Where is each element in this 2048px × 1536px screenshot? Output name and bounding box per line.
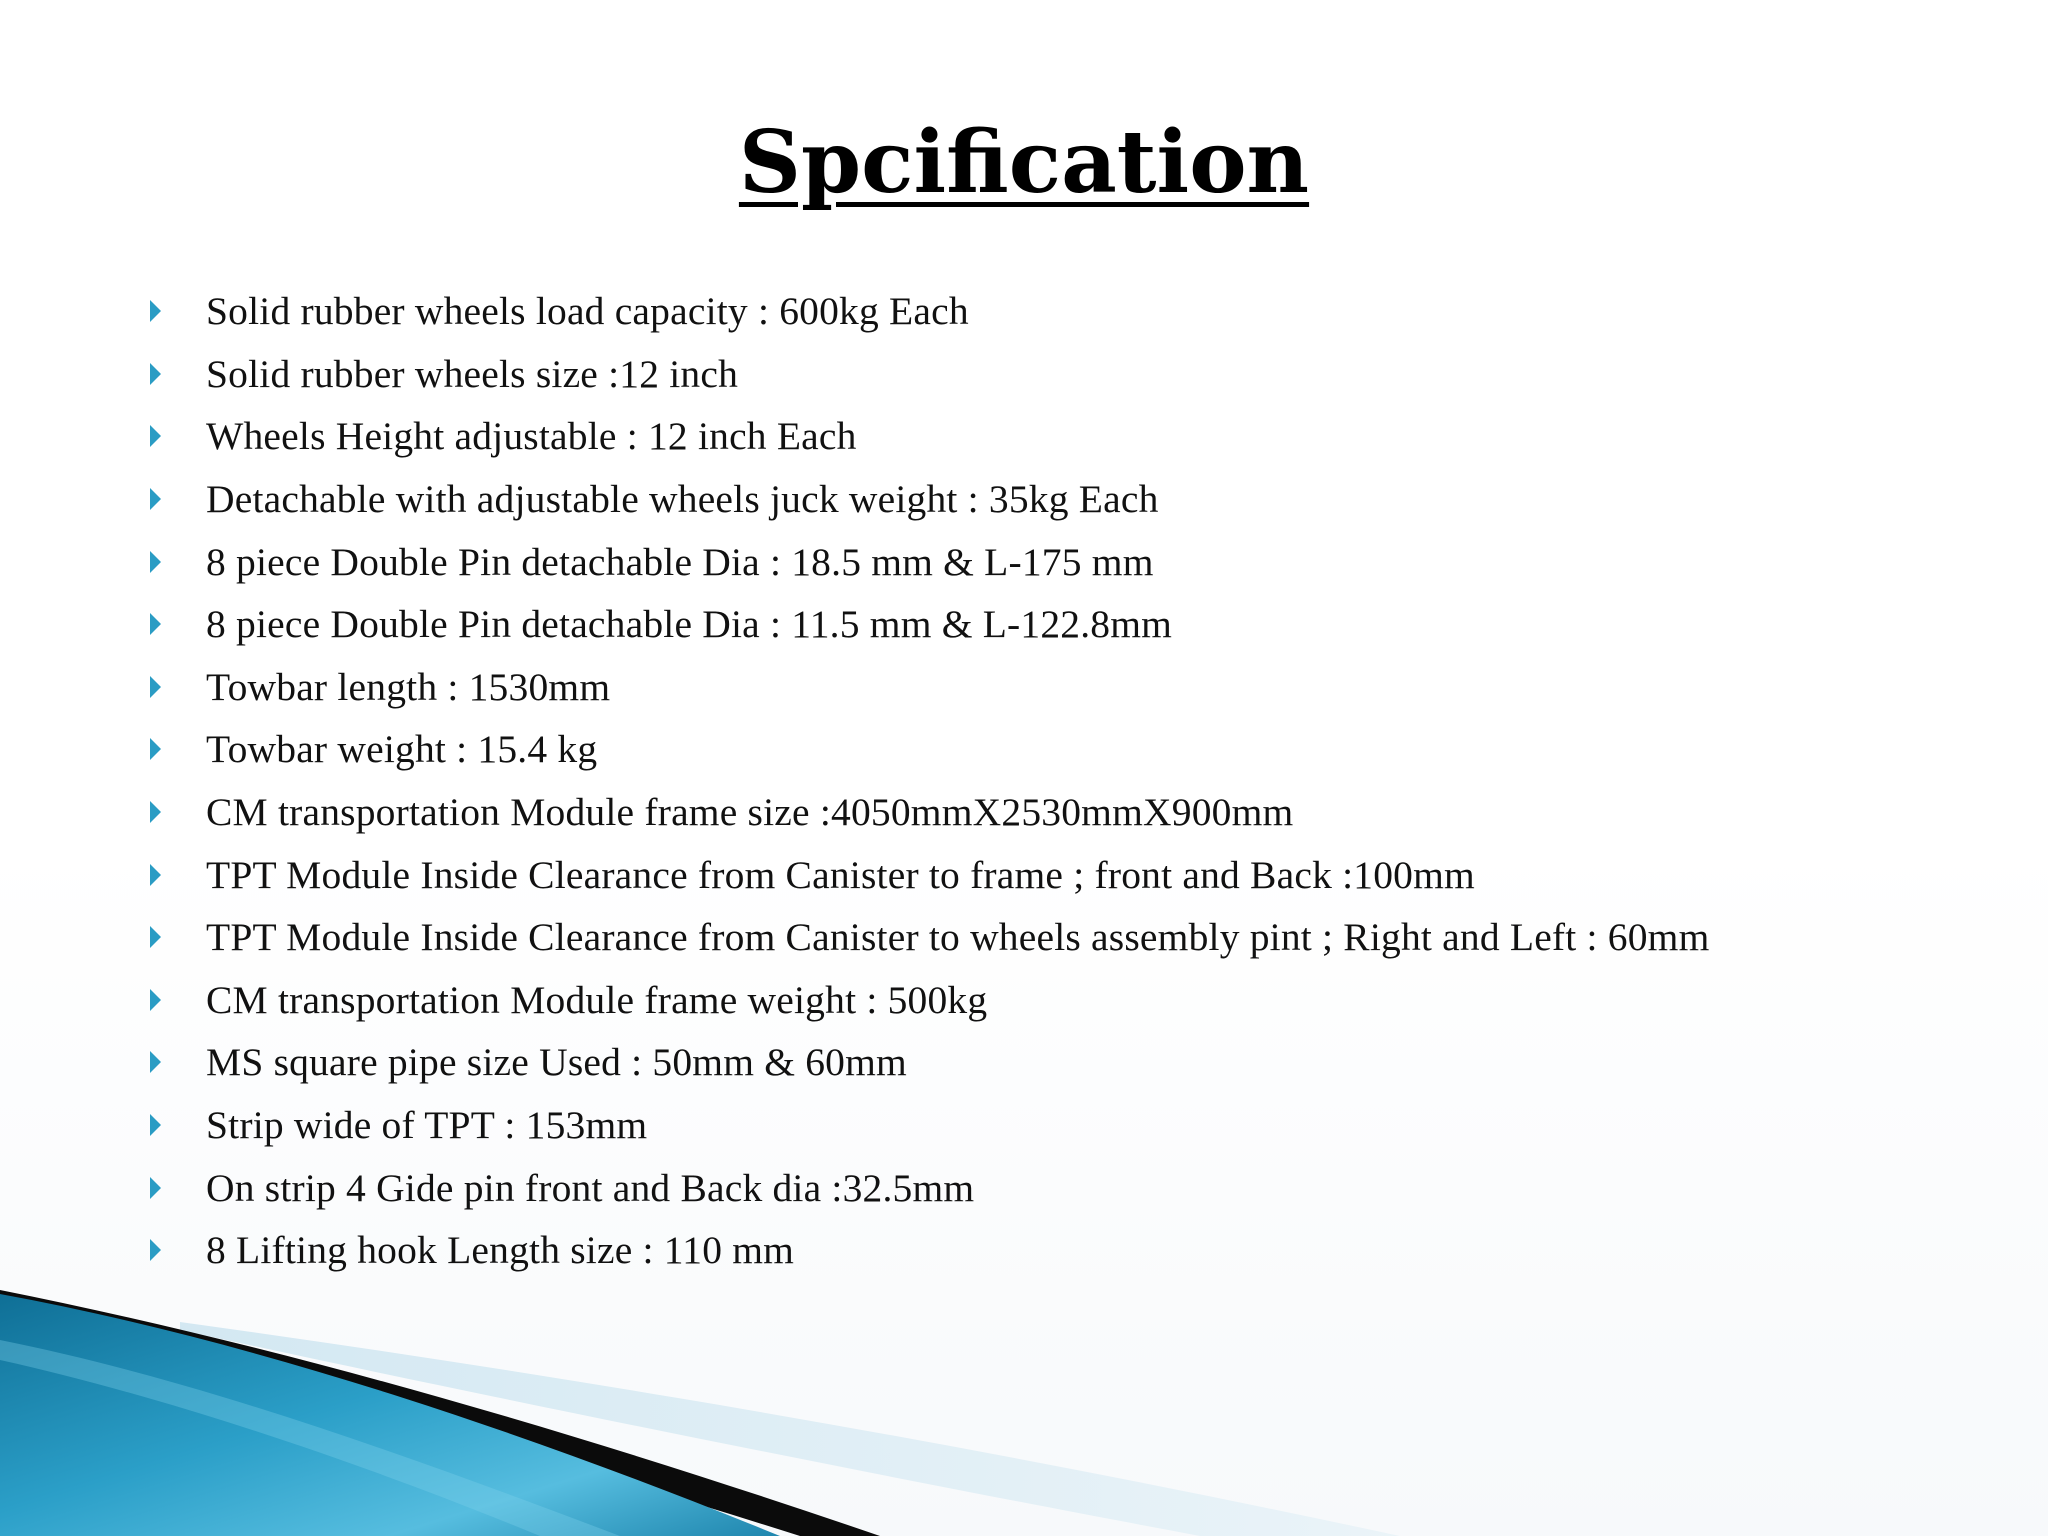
bullet-item bbox=[150, 280, 2010, 343]
triangle-right-icon bbox=[150, 363, 161, 385]
bullet-text: CM transportation Module frame weight : 500kg bbox=[206, 977, 988, 1022]
bullet-text: Solid rubber wheels load capacity : 600kg Each bbox=[206, 289, 969, 334]
triangle-right-icon bbox=[150, 300, 161, 322]
triangle-right-icon bbox=[150, 1114, 161, 1136]
bullet-item bbox=[150, 468, 2010, 531]
bullet-text: Towbar weight : 15.4 kg bbox=[206, 727, 598, 772]
bullet-item bbox=[150, 656, 2010, 719]
bullet-text: CM transportation Module frame size :4050mmX2530mmX900mm bbox=[206, 790, 1294, 835]
triangle-right-icon bbox=[150, 738, 161, 760]
bullet-item bbox=[150, 1031, 2010, 1094]
bullet-text: Detachable with adjustable wheels juck weight : 35kg Each bbox=[206, 477, 1159, 522]
decorative-wave bbox=[0, 1230, 2048, 1536]
bullet-text: 8 Lifting hook Length size : 110 mm bbox=[206, 1228, 795, 1273]
bullet-item bbox=[150, 1156, 2010, 1219]
bullet-item bbox=[150, 1094, 2010, 1157]
bullet-text: 8 piece Double Pin detachable Dia : 18.5 mm & L-175 mm bbox=[206, 539, 1154, 584]
bullet-text: Solid rubber wheels size :12 inch bbox=[206, 351, 739, 396]
bullet-text: Wheels Height adjustable : 12 inch Each bbox=[206, 414, 857, 459]
bullet-item bbox=[150, 593, 2010, 656]
bullet-item bbox=[150, 530, 2010, 593]
slide-title bbox=[0, 108, 2048, 218]
bullet-text: MS square pipe size Used : 50mm & 60mm bbox=[206, 1040, 907, 1085]
bullet-text: 8 piece Double Pin detachable Dia : 11.5 mm & L-122.8mm bbox=[206, 602, 1173, 647]
slide-title-text: Spcification bbox=[738, 112, 1310, 213]
bullet-item bbox=[150, 906, 2010, 969]
triangle-right-icon bbox=[150, 989, 161, 1011]
bullet-text: TPT Module Inside Clearance from Canister to wheels assembly pint ; Right and Left : 60mm bbox=[206, 915, 1710, 960]
bullet-item bbox=[150, 969, 2010, 1032]
triangle-right-icon bbox=[150, 1177, 161, 1199]
triangle-right-icon bbox=[150, 926, 161, 948]
bullet-list bbox=[150, 280, 2010, 1282]
triangle-right-icon bbox=[150, 864, 161, 886]
triangle-right-icon bbox=[150, 676, 161, 698]
triangle-right-icon bbox=[150, 425, 161, 447]
bullet-item bbox=[150, 405, 2010, 468]
bullet-item bbox=[150, 343, 2010, 406]
bullet-item bbox=[150, 718, 2010, 781]
triangle-right-icon bbox=[150, 1051, 161, 1073]
triangle-right-icon bbox=[150, 551, 161, 573]
bullet-item bbox=[150, 781, 2010, 844]
bullet-text: Towbar length : 1530mm bbox=[206, 664, 611, 709]
bullet-item bbox=[150, 843, 2010, 906]
bullet-text: Strip wide of TPT : 153mm bbox=[206, 1103, 648, 1148]
bullet-text: TPT Module Inside Clearance from Canister to frame ; front and Back :100mm bbox=[206, 852, 1475, 897]
triangle-right-icon bbox=[150, 801, 161, 823]
triangle-right-icon bbox=[150, 613, 161, 635]
bullet-text: On strip 4 Gide pin front and Back dia :32.5mm bbox=[206, 1165, 975, 1210]
triangle-right-icon bbox=[150, 488, 161, 510]
